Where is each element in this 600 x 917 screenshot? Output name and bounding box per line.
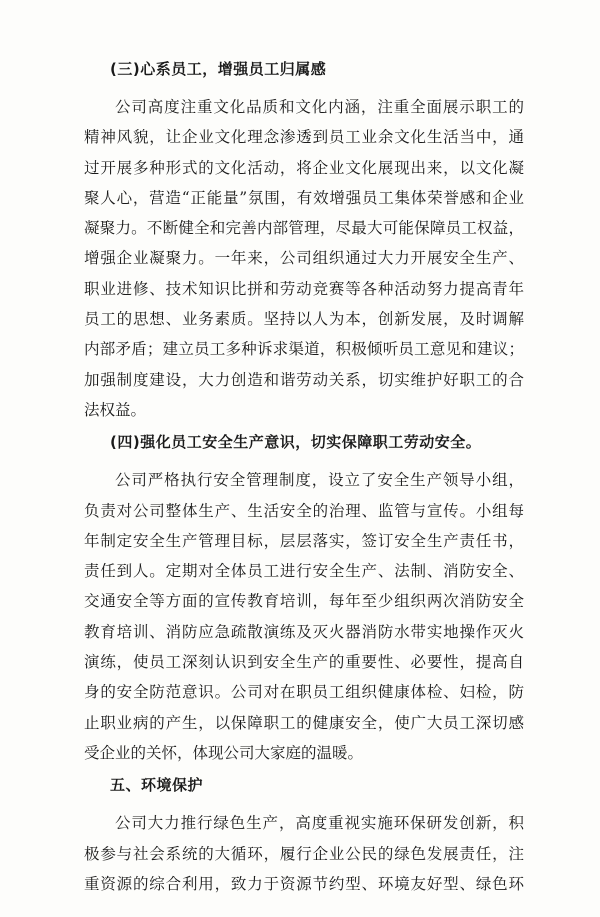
paragraph-line: 过开展多种形式的文化活动，将企业文化展现出来，以文化凝 bbox=[84, 158, 524, 177]
paragraph-line: 负责对公司整体生产、生活安全的治理、监管与宣传。小组每 bbox=[84, 501, 524, 520]
paragraph-line: 员工的思想、业务素质。坚持以人为本，创新发展，及时调解 bbox=[84, 310, 524, 329]
paragraph-line: 公司大力推行绿色生产，高度重视实施环保研发创新，积 bbox=[115, 814, 524, 833]
section-paragraph bbox=[84, 92, 524, 425]
paragraph-line: 极参与社会系统的大循环，履行企业公民的绿色发展责任，注 bbox=[84, 844, 524, 863]
paragraph-line: 职业进修、技术知识比拼和劳动竞赛等各种活动努力提高青年 bbox=[84, 279, 524, 298]
paragraph-line: 重资源的综合利用，致力于资源节约型、环境友好型、绿色环 bbox=[84, 874, 524, 893]
section-heading: (四)强化员工安全生产意识，切实保障职工劳动安全。 bbox=[110, 433, 482, 452]
section-paragraph bbox=[84, 808, 524, 899]
paragraph-line: 公司严格执行安全管理制度，设立了安全生产领导小组， bbox=[115, 471, 524, 490]
section-heading: 五、环境保护 bbox=[110, 776, 204, 795]
paragraph-line: 聚人心，营造“正能量”氛围，有效增强员工集体荣誉感和企业 bbox=[84, 188, 524, 207]
paragraph-line: 法权益。 bbox=[84, 400, 147, 419]
section-paragraph bbox=[84, 465, 524, 768]
paragraph-line: 演练，使员工深刻认识到安全生产的重要性、必要性，提高自 bbox=[84, 653, 524, 672]
paragraph-line: 受企业的关怀，体现公司大家庭的温暖。 bbox=[84, 743, 364, 762]
paragraph-line: 凝聚力。不断健全和完善内部管理，尽最大可能保障员工权益， bbox=[84, 219, 524, 238]
paragraph-line: 交通安全等方面的宣传教育培训，每年至少组织两次消防安全 bbox=[84, 592, 524, 611]
paragraph-line: 年制定安全生产管理目标，层层落实，签订安全生产责任书， bbox=[84, 531, 524, 550]
paragraph-line: 止职业病的产生，以保障职工的健康安全，使广大员工深切感 bbox=[84, 713, 524, 732]
section-heading: (三)心系员工，增强员工归属感 bbox=[110, 60, 327, 78]
paragraph-line: 责任到人。定期对全体员工进行安全生产、法制、消防安全、 bbox=[84, 562, 524, 581]
paragraph-line: 精神风貌，让企业文化理念渗透到员工业余文化生活当中，通 bbox=[84, 128, 524, 147]
document-body bbox=[84, 58, 524, 899]
paragraph-line: 教育培训、消防应急疏散演练及灭火器消防水带实地操作灭火 bbox=[84, 622, 524, 641]
paragraph-line: 公司高度注重文化品质和文化内涵，注重全面展示职工的 bbox=[115, 98, 524, 116]
paragraph-line: 加强制度建设，大力创造和谐劳动关系，切实维护好职工的合 bbox=[84, 370, 524, 389]
paragraph-line: 身的安全防范意识。公司对在职员工组织健康体检、妇检，防 bbox=[84, 683, 524, 702]
paragraph-line: 内部矛盾；建立员工多种诉求渠道，积极倾听员工意见和建议； bbox=[84, 340, 524, 359]
paragraph-line: 增强企业凝聚力。一年来，公司组织通过大力开展安全生产、 bbox=[84, 249, 524, 268]
